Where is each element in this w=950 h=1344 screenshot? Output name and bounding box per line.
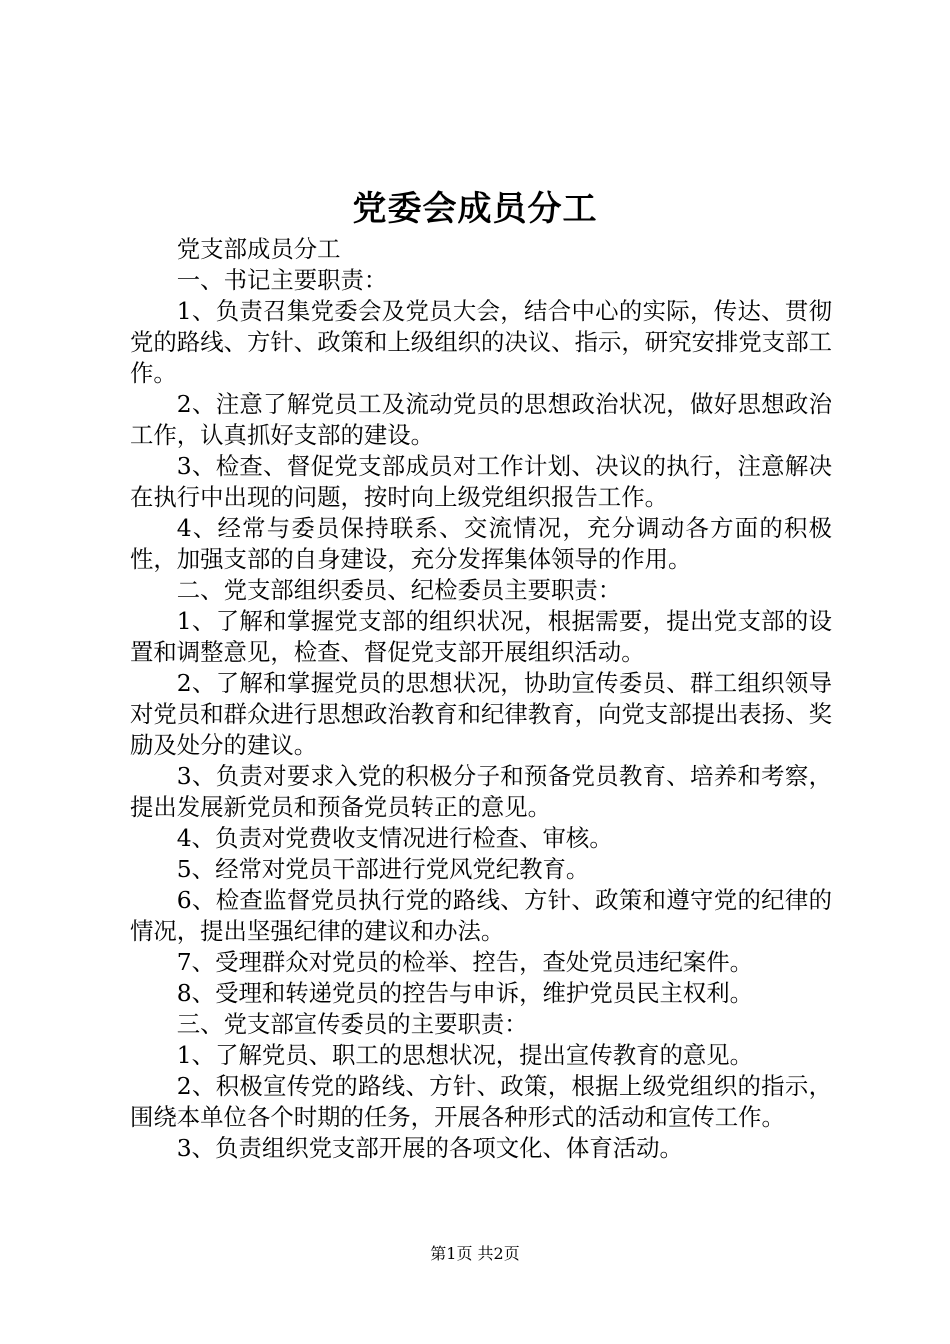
- paragraph: 7、受理群众对党员的检举、控告，查处党员违纪案件。: [176, 948, 754, 976]
- paragraph: 3、检查、督促党支部成员对工作计划、决议的执行，注意解决在执行中出现的问题，按时向上级党组织报告工作。: [130, 452, 832, 511]
- document-body: [130, 234, 832, 1164]
- paragraph: 3、负责组织党支部开展的各项文化、体育活动。: [176, 1134, 683, 1162]
- paragraph: 2、注意了解党员工及流动党员的思想政治状况，做好思想政治工作，认真抓好支部的建设。: [130, 390, 832, 449]
- paragraph: 2、积极宣传党的路线、方针、政策，根据上级党组织的指示，围绕本单位各个时期的任务，开展各种形式的活动和宣传工作。: [130, 1072, 832, 1131]
- paragraph: 1、了解党员、职工的思想状况，提出宣传教育的意见。: [176, 1041, 754, 1069]
- paragraph: 4、负责对党费收支情况进行检查、审核。: [176, 824, 613, 852]
- paragraph: 2、了解和掌握党员的思想状况，协助宣传委员、群工组织领导对党员和群众进行思想政治教育和纪律教育，向党支部提出表扬、奖励及处分的建议。: [130, 669, 832, 759]
- section-heading-secretary: 一、书记主要职责：: [176, 266, 388, 294]
- paragraph: 8、受理和转递党员的控告与申诉，维护党员民主权利。: [176, 979, 754, 1007]
- section-heading-organization: 二、党支部组织委员、纪检委员主要职责：: [176, 576, 622, 604]
- paragraph: 5、经常对党员干部进行党风党纪教育。: [176, 855, 590, 883]
- paragraph-subtitle: 党支部成员分工: [176, 235, 341, 263]
- paragraph: 1、负责召集党委会及党员大会，结合中心的实际，传达、贯彻党的路线、方针、政策和上级组织的决议、指示，研究安排党支部工作。: [130, 297, 832, 387]
- page-number: 第1页 共2页: [430, 1244, 520, 1263]
- paragraph: 6、检查监督党员执行党的路线、方针、政策和遵守党的纪律的情况，提出坚强纪律的建议和办法。: [130, 886, 832, 945]
- page-title: 党委会成员分工: [352, 189, 598, 229]
- paragraph: 3、负责对要求入党的积极分子和预备党员教育、培养和考察，提出发展新党员和预备党员转正的意见。: [130, 762, 832, 821]
- paragraph: 1、了解和掌握党支部的组织状况，根据需要，提出党支部的设置和调整意见，检查、督促党支部开展组织活动。: [130, 607, 832, 666]
- paragraph: 4、经常与委员保持联系、交流情况，充分调动各方面的积极性，加强支部的自身建设，充分发挥集体领导的作用。: [130, 514, 832, 573]
- section-heading-propaganda: 三、党支部宣传委员的主要职责：: [176, 1010, 528, 1038]
